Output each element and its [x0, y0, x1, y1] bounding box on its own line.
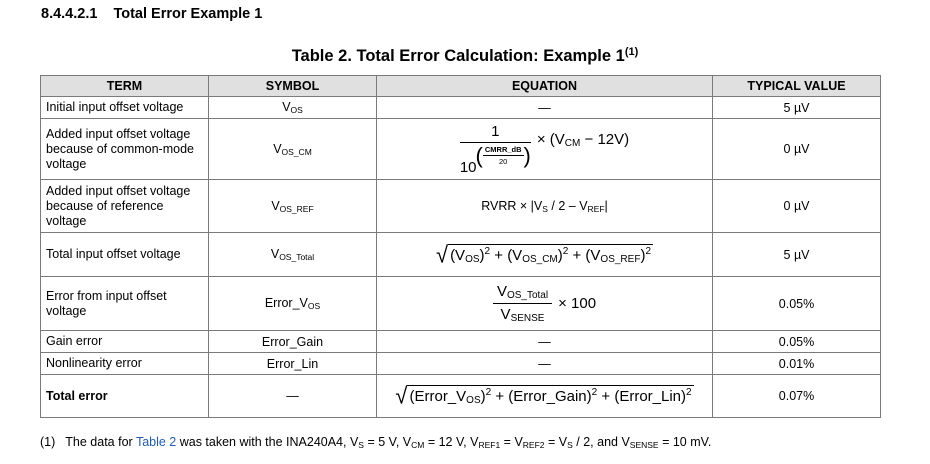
term-cell: Error from input offset voltage [41, 277, 209, 331]
equation-cell [377, 277, 713, 331]
symbol-sub: OS_CM [281, 146, 312, 157]
table-row [41, 119, 881, 180]
sqrt-icon: √ [435, 240, 449, 268]
multiplier: × 100 [558, 295, 597, 312]
value-cell: 5 µV [713, 233, 881, 277]
symbol-main: V [273, 141, 282, 156]
symbol-cell [209, 375, 377, 418]
symbol-main: — [286, 389, 299, 403]
symbol-sub: OS [290, 105, 303, 115]
fraction-denominator: $V_{SENSE}$ [500, 306, 545, 324]
symbol-cell [209, 331, 377, 353]
symbol-cell [209, 180, 377, 233]
term-cell: Added input offset voltage because of common-mode voltage [41, 119, 209, 180]
footnote-number: (1) [40, 435, 56, 449]
table-row [41, 331, 881, 353]
table-row [41, 375, 881, 418]
table-row [41, 353, 881, 375]
symbol-cell [209, 353, 377, 375]
symbol-cell [209, 233, 377, 277]
symbol-main: Error_V [264, 296, 308, 310]
rvrr-equation: RVRR × $|V_S / 2 - V_{REF}|$ [481, 198, 608, 214]
column-header-equation: EQUATION [377, 76, 713, 97]
term-cell: Gain error [41, 331, 209, 353]
term-cell: Added input offset voltage because of reference voltage [41, 180, 209, 233]
offset-error-equation [493, 283, 596, 324]
symbol-sub: OS_Total [279, 252, 315, 262]
symbol-cell [209, 119, 377, 180]
column-header-symbol: SYMBOL [209, 76, 377, 97]
table-caption [0, 46, 930, 66]
equation-cell [377, 233, 713, 277]
equation-cell: — [377, 331, 713, 353]
fraction [493, 283, 552, 324]
value-cell: 0.05% [713, 331, 881, 353]
equation-cell [377, 119, 713, 180]
fraction [460, 123, 531, 176]
symbol-main: V [282, 100, 291, 114]
sqrt-icon: √ [395, 382, 408, 409]
cmrr-tail: × $(V_{CM} - 12V)$ [536, 131, 630, 149]
value-cell: 5 µV [713, 97, 881, 119]
cmrr-equation [460, 123, 629, 176]
column-header-typical-value: TYPICAL VALUE [713, 76, 881, 97]
value-cell: 0.01% [713, 353, 881, 375]
equation-cell: — [377, 97, 713, 119]
symbol-cell [209, 97, 377, 119]
table-row [41, 180, 881, 233]
equation-cell [377, 180, 713, 233]
section-heading [41, 6, 262, 22]
total-offset-sqrt-equation: √ $(V_{OS})^2 + (V_{OS\_CM})^2 + (V_{OS\_REF})^2$ [435, 240, 651, 268]
table-row [41, 97, 881, 119]
table-caption-text: Table 2. Total Error Calculation: Example 1 [291, 47, 625, 65]
term-cell: Nonlinearity error [41, 353, 209, 375]
value-cell: 0 µV [713, 119, 881, 180]
symbol-sub: OS_REF [279, 203, 314, 214]
exponent-base: 10 [459, 158, 477, 176]
symbol-cell [209, 277, 377, 331]
exponent-numerator: CMRR_dB [484, 145, 522, 154]
exponent-denominator: 20 [483, 155, 524, 166]
fraction-denominator [460, 143, 531, 176]
symbol-main: V [270, 247, 280, 261]
section-title: Total Error Example 1 [113, 6, 263, 22]
fraction-numerator: 1 [491, 122, 500, 140]
equation-cell: — [377, 353, 713, 375]
table-row [41, 277, 881, 331]
total-error-table [40, 75, 881, 418]
equation-cell [377, 375, 713, 418]
table-2-link[interactable]: Table 2 [135, 435, 177, 449]
table-footnote: (1) The data for Table 2 was taken with the INA240A4, $V_S = 5$ V, $V_{CM} = 12$ V, $V_{REF1} = V_{REF2} = V_S / 2$, and $V_{SENSE} = 10$ mV. [40, 435, 712, 450]
exponent: ( CMRR_dB 20 ) [475, 142, 531, 168]
symbol-main: Error_Gain [261, 334, 324, 349]
table-header-row [41, 76, 881, 97]
total-error-sqrt-equation: √ $(Error\_V_{OS})^2$ + (Error_Gain)$^2$ + (Error_Lin)$^2$ [395, 382, 692, 409]
column-header-term: TERM [41, 76, 209, 97]
symbol-sub: OS [307, 301, 321, 311]
term-cell: Initial input offset voltage [41, 97, 209, 119]
term-cell: Total error [41, 375, 209, 418]
symbol-main: Error_Lin [266, 356, 319, 371]
value-cell: 0 µV [713, 180, 881, 233]
section-number: 8.4.4.2.1 [41, 6, 98, 22]
value-cell: 0.07% [713, 375, 881, 418]
value-cell: 0.05% [713, 277, 881, 331]
term-cell: Total input offset voltage [41, 233, 209, 277]
table-caption-note-ref: (1) [624, 46, 639, 58]
fraction-numerator: $V_{OS\_Total}$ [496, 283, 549, 301]
symbol-main: V [271, 198, 280, 213]
table-row [41, 233, 881, 277]
